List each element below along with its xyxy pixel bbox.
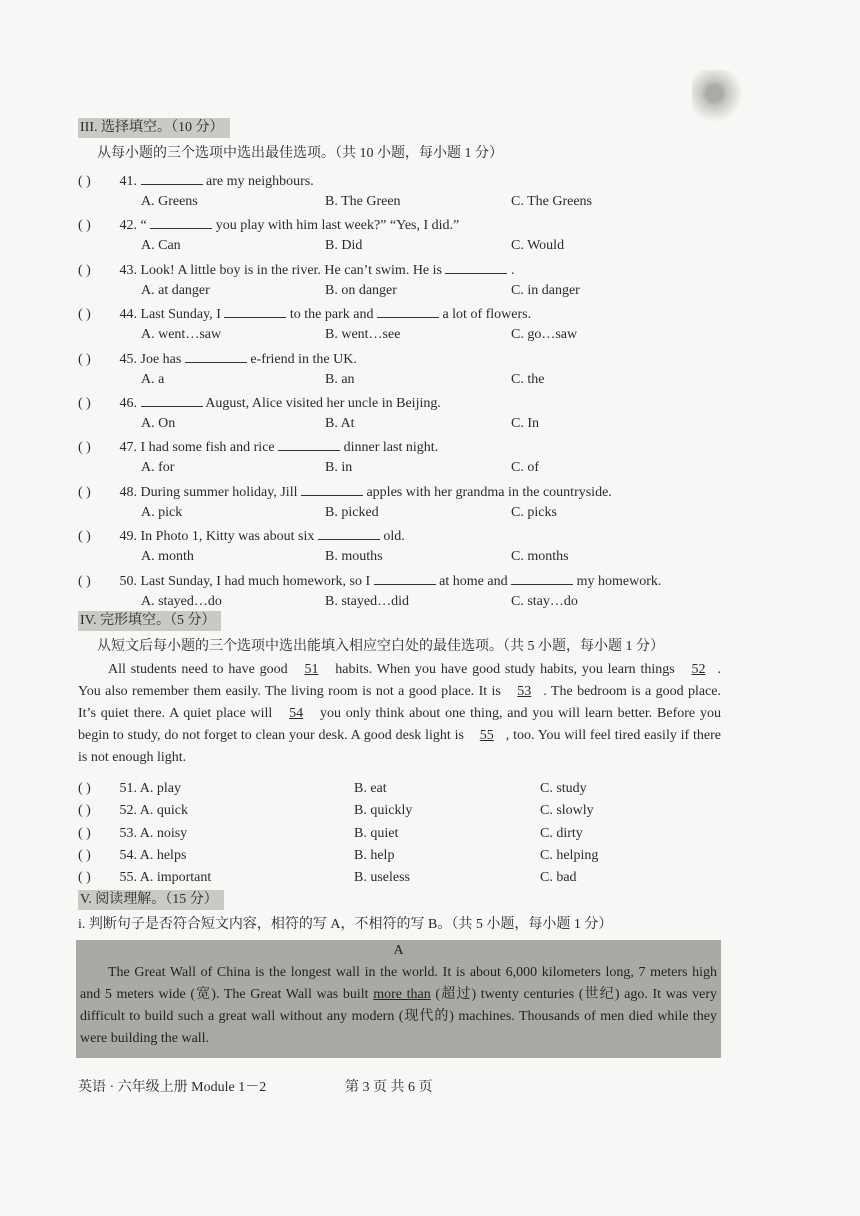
question-line [78,436,778,458]
question-line [78,303,778,325]
answer-paren: ( ) [78,484,91,500]
option-c: C. slowly [540,803,594,819]
cloze-gap: 54 [289,706,304,721]
section-5-title: V. 阅读理解。（15 分） [78,890,224,910]
option-b: B. At [325,416,355,431]
answer-blank [150,214,212,229]
answer-paren: ( ) [78,396,91,411]
answer-paren: ( ) [78,307,91,323]
option-a: A. for [141,460,175,476]
answer-paren: ( ) [78,351,91,367]
option-a: A. pick [141,504,183,520]
question-line [78,259,778,281]
passage-text-part: . The bedroom is a good place. It’s quiet there. A quiet place will [78,684,721,721]
answer-paren: ( ) [78,803,91,819]
answer-blank [224,303,286,318]
option-b: B. The Green [325,194,401,209]
answer-blank [511,570,573,585]
cloze-gap: 52 [691,662,706,677]
option-c: C. stay…do [511,593,578,609]
option-b: B. went…see [325,327,401,343]
answer-paren: ( ) [78,440,91,456]
question-text: 46. August, Alice visited her uncle in Beijing. [116,396,441,411]
option-b: B. Did [325,238,363,254]
question-line [78,170,778,192]
passage-text-part: you only think about one thing, and you will learn better. Before you begin to study, do not forget to clean your desk. A good desk light is [78,706,721,743]
answer-blank [185,348,247,363]
option-c: C. the [511,371,545,387]
cloze-question-line [78,824,187,844]
option-b: B. mouths [325,549,383,565]
passage-text-part: , too. You will feel tired easily if there is not enough light. [78,728,721,765]
cloze-gap: 53 [517,684,532,699]
option-c: C. The Greens [511,194,592,209]
answer-blank [445,259,507,274]
passage-text-part: . You also remember them easily. The living room is not a good place. It is [78,662,722,699]
section-4-title: IV. 完形填空。（5 分） [78,611,221,631]
cloze-gap: 51 [304,662,319,677]
cloze-question-line [78,779,181,799]
option-a: 52. A. quick [116,803,188,819]
option-b: B. on danger [325,282,397,298]
option-c: C. months [511,549,569,565]
option-a: 51. A. play [116,781,181,796]
option-b: B. quickly [354,803,413,819]
question-text: 50. Last Sunday, I had much homework, so I at home and my homework. [116,574,661,589]
answer-blank [141,170,203,185]
answer-paren: ( ) [78,218,91,234]
footer-course: 英语 · 六年级上册 Module 1－2 [78,1080,267,1095]
option-a: A. Greens [141,194,198,209]
option-c: C. Would [511,238,565,254]
option-a: 53. A. noisy [116,825,188,841]
answer-blank [141,392,203,407]
question-text: 49. In Photo 1, Kitty was about six old. [116,529,405,544]
option-b: B. useless [354,870,410,886]
answer-blank [374,570,436,585]
footer-page-number: 第 3 页 共 6 页 [345,1080,433,1095]
answer-paren: ( ) [78,781,91,796]
passage-text-part: (超过) twenty centuries (世纪) ago. It was very difficult to build such a great wall without any modern (现代的) machines. Thousands of men died while they were building the wall. [80,987,718,1046]
answer-paren: ( ) [78,573,91,589]
option-a: 55. A. important [116,870,212,886]
question-line [78,348,778,370]
option-c: C. helping [540,847,599,863]
answer-paren: ( ) [78,529,91,545]
underlined-phrase: more than [373,987,431,1002]
question-text: 45. Joe has e-friend in the UK. [116,352,357,367]
question-line [78,525,778,547]
option-c: C. of [511,460,539,476]
option-c: C. in danger [511,282,580,298]
cloze-gap: 55 [479,728,494,743]
section-4-instruction: 从短文后每小题的三个选项中选出能填入相应空白处的最佳选项。（共 5 小题，每小题 1 分） [97,639,664,654]
answer-blank [278,436,340,451]
option-a: A. at danger [141,282,210,298]
cloze-question-line [78,801,188,821]
option-a: 54. A. helps [116,847,187,863]
section-3-title: III. 选择填空。（10 分） [78,118,230,138]
option-a: A. On [141,416,176,431]
cloze-question-line [78,868,211,888]
option-c: C. In [511,416,539,431]
answer-blank [318,525,380,540]
answer-blank [301,481,363,496]
question-text: 43. Look! A little boy is in the river. He can’t swim. He is . [116,263,514,278]
question-line [78,214,778,236]
passage-label: A [393,943,404,958]
question-text: 47. I had some fish and rice dinner last night. [116,440,438,455]
option-b: B. picked [325,504,379,520]
option-a: A. stayed…do [141,593,222,609]
question-line [78,481,778,503]
answer-paren: ( ) [78,847,91,863]
answer-blank [377,303,439,318]
question-text: 48. During summer holiday, Jill apples with her grandma in the countryside. [116,485,612,500]
option-b: B. in [325,460,353,476]
passage-text-part: All students need to have good [108,662,293,677]
reading-passage-box [76,940,721,1058]
option-b: B. an [325,371,355,387]
question-line [78,570,778,592]
option-b: B. quiet [354,825,399,841]
passage-text-part: The Great Wall of China is the longest wall in the world. It is about 6,000 kilometers long, 7 meters high and 5 meters wide (宽). The Great Wall was built [80,965,717,1002]
corner-smudge [692,70,748,122]
option-b: B. eat [354,781,387,796]
section-3-instruction: 从每小题的三个选项中选出最佳选项。（共 10 小题，每小题 1 分） [97,146,503,161]
option-c: C. go…saw [511,327,578,343]
cloze-question-line [78,846,186,866]
option-c: C. bad [540,870,577,886]
cloze-passage [78,659,721,769]
option-b: B. stayed…did [325,593,409,609]
option-a: A. month [141,549,194,565]
option-a: A. Can [141,238,181,254]
answer-paren: ( ) [78,825,91,841]
option-b: B. help [354,847,395,863]
answer-paren: ( ) [78,870,91,886]
section-5-instruction: i. 判断句子是否符合短文内容，相符的写 A，不相符的写 B。（共 5 小题，每小题 1 分） [78,917,613,932]
question-text: 44. Last Sunday, I to the park and a lot of flowers. [116,307,531,322]
passage-text [80,962,717,1050]
question-line [78,392,778,414]
answer-paren: ( ) [78,174,91,189]
option-a: A. went…saw [141,327,222,343]
question-text: 41. are my neighbours. [116,174,314,189]
passage-text-part: habits. When you have good study habits, you learn things [330,662,680,677]
answer-paren: ( ) [78,262,91,278]
option-c: C. dirty [540,825,583,841]
question-text: 42. “ you play with him last week?” “Yes, I did.” [116,218,459,233]
option-c: C. study [540,781,587,796]
option-c: C. picks [511,504,557,520]
option-a: A. a [141,371,165,387]
